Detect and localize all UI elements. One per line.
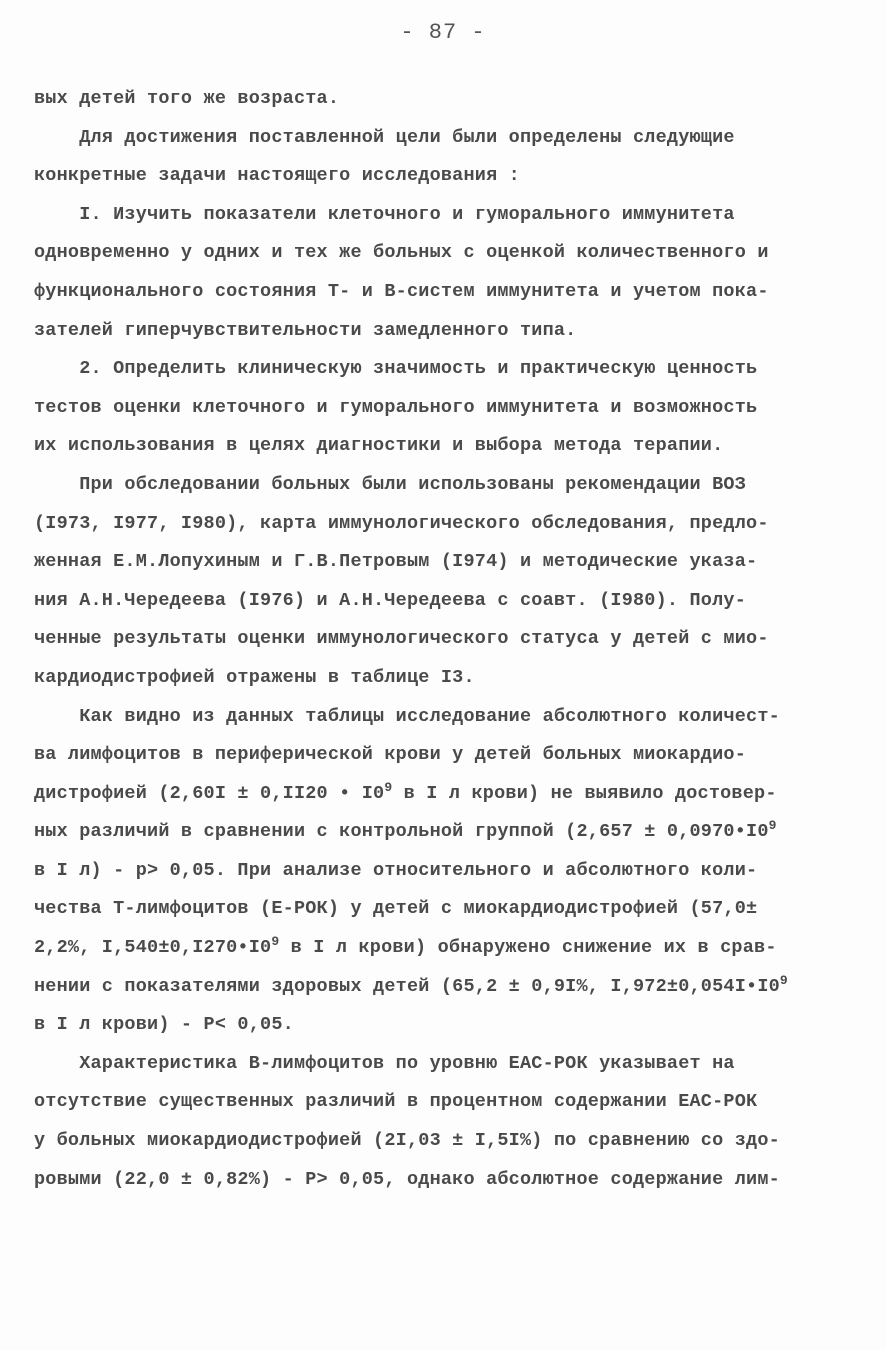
text-segment: в I л крови) не выявило достовер- bbox=[392, 782, 777, 804]
text-line: зателей гиперчувствительности замедленного типа. bbox=[34, 319, 577, 341]
superscript: 9 bbox=[768, 818, 777, 834]
text-line-with-superscript bbox=[34, 929, 834, 968]
text-line: (I973, I977, I980), карта иммунологического обследования, предло- bbox=[34, 512, 769, 534]
text-line: у больных миокардиодистрофией (2I,03 ± I,5I%) по сравнению со здо- bbox=[34, 1130, 780, 1152]
text-segment: нении с показателями здоровых детей (65,2 ± 0,9I%, I,972±0,054I•I0 bbox=[34, 975, 780, 997]
text-line: тестов оценки клеточного и гуморального иммунитета и возможность bbox=[34, 396, 758, 418]
text-line: ния А.Н.Чередеева (I976) и А.Н.Чередеева с соавт. (I980). Полу- bbox=[34, 589, 747, 611]
page-number: - 87 - bbox=[400, 20, 486, 45]
text-line: Для достижения поставленной цели были определены следующие bbox=[34, 126, 735, 148]
text-line-with-superscript bbox=[34, 968, 834, 1007]
text-line: ва лимфоцитов в периферической крови у детей больных миокардио- bbox=[34, 744, 747, 766]
text-line: чества Т-лимфоцитов (Е-РОК) у детей с миокардиодистрофией (57,0± bbox=[34, 898, 758, 920]
text-line-with-superscript bbox=[34, 775, 834, 814]
text-line: функционального состояния Т- и В-систем иммунитета и учетом пока- bbox=[34, 280, 769, 302]
superscript: 9 bbox=[779, 972, 788, 988]
text-segment: в I л крови) обнаружено снижение их в срав- bbox=[279, 937, 777, 959]
superscript: 9 bbox=[271, 933, 280, 949]
text-line: конкретные задачи настоящего исследования : bbox=[34, 165, 520, 187]
text-line: кардиодистрофией отражены в таблице I3. bbox=[34, 666, 475, 688]
text-line: I. Изучить показатели клеточного и гуморального иммунитета bbox=[34, 203, 735, 225]
text-line: в I л крови) - Р< 0,05. bbox=[34, 1014, 294, 1036]
text-line: в I л) - р> 0,05. При анализе относительного и абсолютного коли- bbox=[34, 859, 758, 881]
text-line: 2. Определить клиническую значимость и практическую ценность bbox=[34, 358, 758, 380]
body-text bbox=[34, 80, 834, 1199]
text-line: Характеристика В-лимфоцитов по уровню ЕАС-РОК указывает на bbox=[34, 1052, 735, 1074]
text-line: ченные результаты оценки иммунологического статуса у детей с мио- bbox=[34, 628, 769, 650]
text-line: ровыми (22,0 ± 0,82%) - Р> 0,05, однако абсолютное содержание лим- bbox=[34, 1168, 780, 1190]
text-segment: 2,2%, I,540±0,I270•I0 bbox=[34, 937, 272, 959]
text-line: отсутствие существенных различий в процентном содержании ЕАС-РОК bbox=[34, 1091, 758, 1113]
text-line: одновременно у одних и тех же больных с оценкой количественного и bbox=[34, 242, 769, 264]
text-segment: ных различий в сравнении с контрольной группой (2,657 ± 0,0970•I0 bbox=[34, 821, 769, 843]
text-line: При обследовании больных были использованы рекомендации ВОЗ bbox=[34, 473, 747, 495]
text-line-with-superscript bbox=[34, 813, 834, 852]
text-line: вых детей того же возраста. bbox=[34, 88, 340, 109]
text-line: их использования в целях диагностики и выбора метода терапии. bbox=[34, 435, 724, 457]
text-segment: дистрофией (2,60I ± 0,II20 • I0 bbox=[34, 782, 385, 804]
text-line: Как видно из данных таблицы исследование абсолютного количест- bbox=[34, 705, 780, 727]
text-line: женная Е.М.Лопухиным и Г.В.Петровым (I974) и методические указа- bbox=[34, 551, 758, 573]
superscript: 9 bbox=[384, 779, 393, 795]
